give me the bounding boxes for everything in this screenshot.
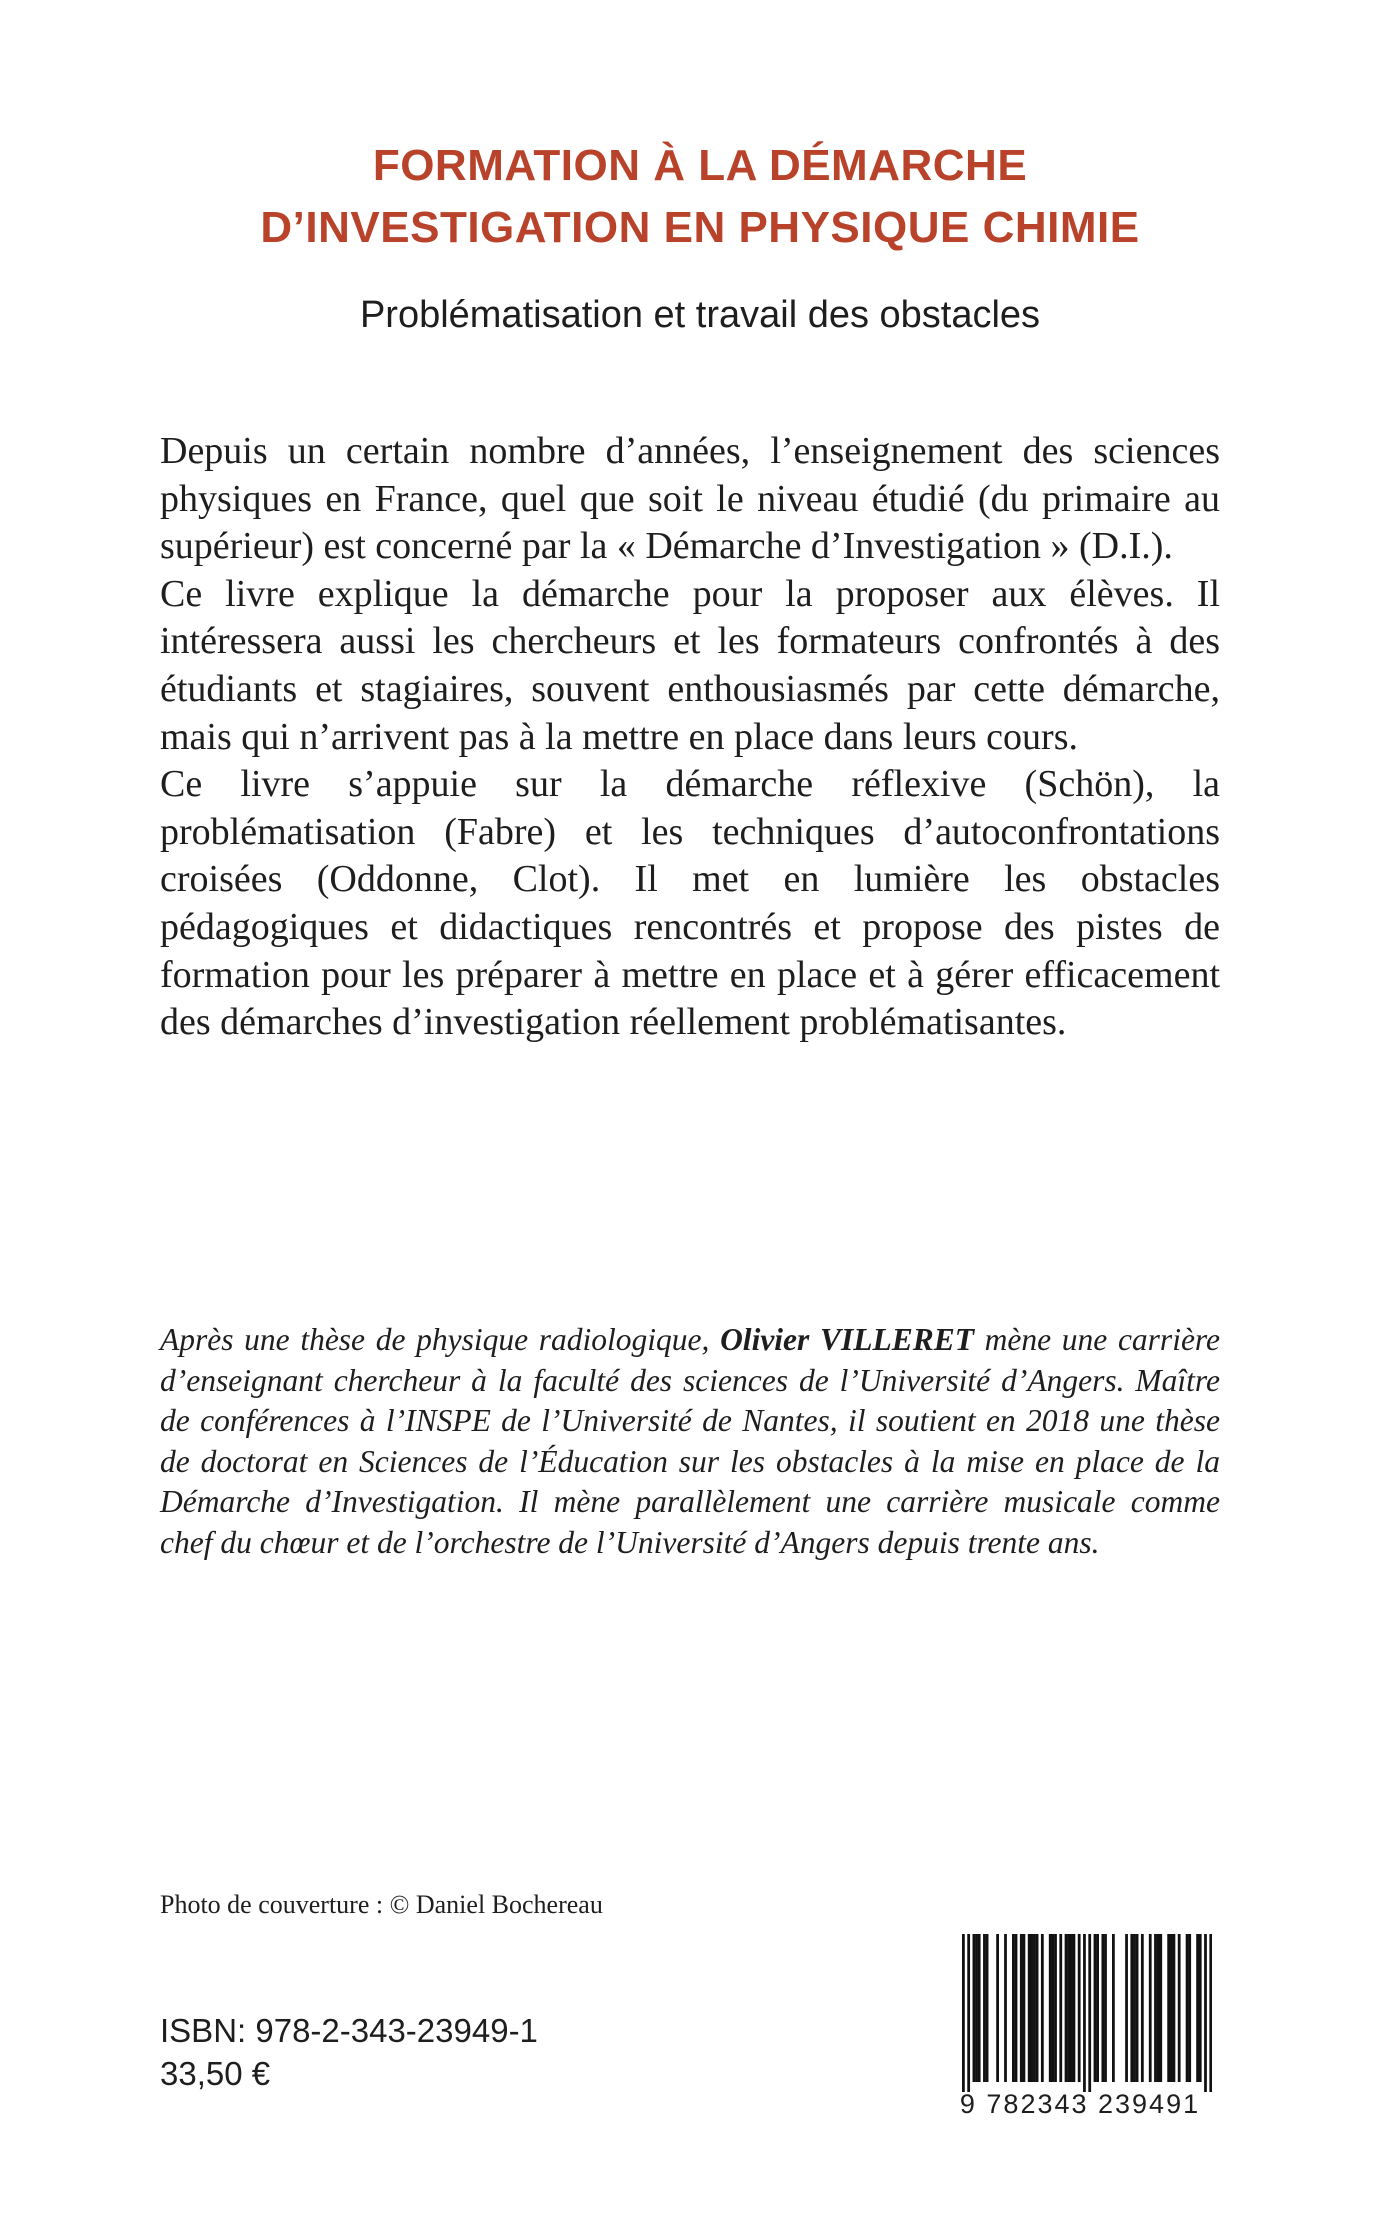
barcode-bar	[1136, 1934, 1139, 2082]
barcode-bar	[1199, 1934, 1202, 2082]
barcode-bar	[1196, 1934, 1199, 2082]
barcode-bar	[1101, 1934, 1104, 2082]
barcode-bar	[1088, 1934, 1091, 2092]
description-paragraph-2: Ce livre explique la démarche pour la proposer aux élèves. Il intéressera aussi les chercheurs et les formateurs confrontés à des étudiants et stagiaires, souvent enthousiasmés par cette démarche, mais qui n’arrivent pas à la mettre en place dans leurs cours.	[160, 572, 1220, 758]
book-title-line-1: FORMATION À LA DÉMARCHE	[372, 141, 1028, 190]
barcode-bar	[1049, 1934, 1052, 2082]
barcode-bar	[962, 1934, 965, 2092]
barcode-bar	[1154, 1934, 1157, 2082]
book-price: 33,50 €	[160, 2055, 271, 2092]
barcode-bar	[1167, 1934, 1170, 2082]
description-paragraph-3: Ce livre s’appuie sur la démarche réflexive (Schön), la problématisation (Fabre) et les techniques d’autoconfrontations croisées (Oddonne, Clot). Il met en lumière les obstacles pédagogiques et didactiques rencontrés et propose des pistes de formation pour les préparer à mettre en place et à gérer efficacement des démarches d’investigation réellement problématisantes.	[160, 763, 1220, 1044]
barcode-bar	[1125, 1934, 1128, 2082]
book-title	[0, 135, 1400, 259]
barcode-bar	[1012, 1934, 1015, 2082]
barcode-bar	[1178, 1934, 1181, 2082]
barcode-bar	[996, 1934, 999, 2082]
description-paragraph-1: Depuis un certain nombre d’années, l’enseignement des sciences physiques en France, quel que soit le niveau étudié (du primaire au supérieur) est concerné par la « Démarche d’Investigation » (D.I.).	[160, 430, 1220, 568]
barcode-bar	[1015, 1934, 1018, 2082]
author-bio-intro: Après une thèse de physique radiologique,	[160, 1322, 721, 1357]
book-subtitle: Problématisation et travail des obstacles	[359, 294, 1041, 336]
barcode-bar	[1204, 1934, 1207, 2092]
barcode-bar	[973, 1934, 976, 2082]
book-description	[160, 428, 1220, 1047]
barcode-bar	[1030, 1934, 1033, 2082]
barcode-bar	[1028, 1934, 1031, 2082]
barcode-bar	[1023, 1934, 1026, 2082]
barcode-bar	[1141, 1934, 1144, 2082]
barcode-bar	[1083, 1934, 1086, 2092]
barcode-digits: 9 782343 239491	[959, 2089, 1201, 2119]
isbn-number: ISBN: 978-2-343-23949-1	[160, 2012, 538, 2049]
barcode-bar	[1051, 1934, 1054, 2082]
barcode-bar	[1041, 1934, 1044, 2082]
barcode-bar	[1096, 1934, 1099, 2082]
barcode-bar	[967, 1934, 970, 2092]
author-biography	[160, 1320, 1220, 1563]
barcode-bar	[1133, 1934, 1136, 2082]
barcode-bar	[1170, 1934, 1173, 2082]
barcode-bar	[1054, 1934, 1057, 2082]
barcode-bar	[1067, 1934, 1070, 2082]
barcode-bar	[983, 1934, 986, 2082]
barcode-bar	[1004, 1934, 1007, 2082]
barcode-bar	[1159, 1934, 1162, 2082]
author-name: Olivier VILLERET	[720, 1322, 974, 1357]
barcode-bar	[1186, 1934, 1189, 2082]
barcode-bar	[1094, 1934, 1097, 2082]
barcode-bar	[975, 1934, 978, 2082]
barcode-bar	[1173, 1934, 1176, 2082]
barcode-bar	[986, 1934, 989, 2082]
barcode-bar	[1073, 1934, 1076, 2082]
author-bio-rest: mène une carrière d’enseignant chercheur à la faculté des sciences de l’Université d’Angers. Maître de conférences à l’INSPE de l’Université de Nantes, il soutient en 2018 une thèse de doctorat en Sciences de l’Éducation sur les obstacles à la mise en place de la Démarche d’Investigation. Il mène parallèlement une carrière musicale comme chef du chœur et de l’orchestre de l’Université d’Angers depuis trente ans.	[160, 1322, 1220, 1560]
author-bio-text	[160, 1320, 1220, 1563]
photo-credit: Photo de couverture : © Daniel Bochereau	[160, 1890, 603, 1919]
ean13-barcode-icon	[962, 1934, 1212, 2092]
barcode-bar	[978, 1934, 981, 2082]
book-title-line-2: D’INVESTIGATION EN PHYSIQUE CHIMIE	[260, 203, 1140, 252]
barcode-bar	[1130, 1934, 1133, 2082]
barcode-bar	[1112, 1934, 1115, 2082]
barcode-bar	[1104, 1934, 1107, 2082]
barcode-bar	[1188, 1934, 1191, 2082]
barcode-bar	[1209, 1934, 1212, 2092]
barcode-bar	[1157, 1934, 1160, 2082]
barcode-bar	[1059, 1934, 1062, 2082]
barcode-bar	[1033, 1934, 1036, 2082]
barcode-bar	[1020, 1934, 1023, 2082]
barcode-bar	[1070, 1934, 1073, 2082]
barcode-bar	[1036, 1934, 1039, 2082]
barcode-bar	[1149, 1934, 1152, 2082]
barcode-bar	[1065, 1934, 1068, 2082]
barcode-bar	[1078, 1934, 1081, 2082]
